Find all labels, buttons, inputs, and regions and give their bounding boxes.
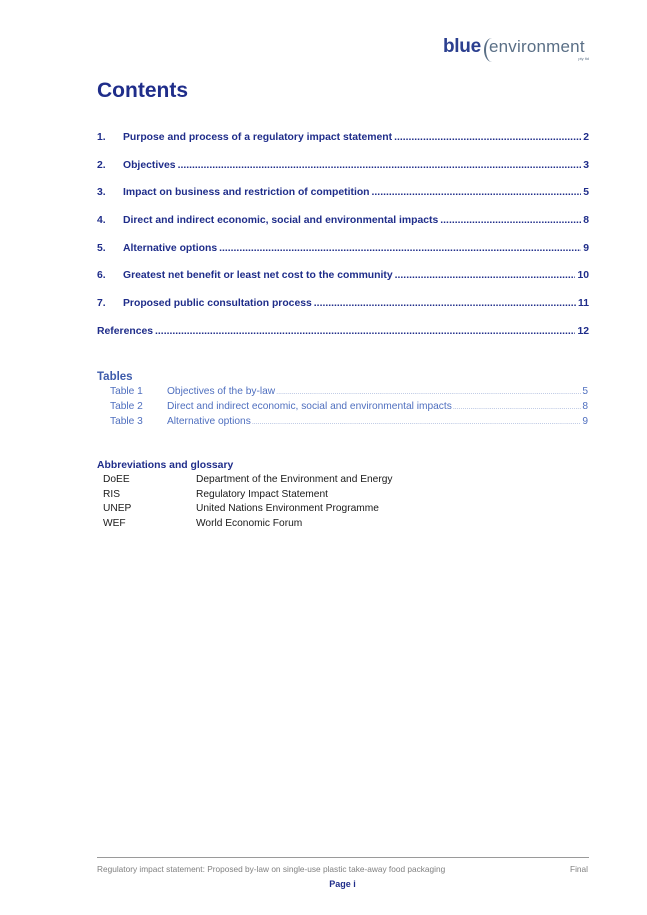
logo-word-environment: environment <box>489 37 585 56</box>
table-entry-page[interactable]: 9 <box>582 415 588 427</box>
table-entry-2[interactable] <box>110 401 588 416</box>
toc-entry-title[interactable]: Proposed public consultation process <box>123 298 312 310</box>
footer-page-number: Page i <box>329 879 356 889</box>
toc-entry-number: 3. <box>97 187 106 199</box>
toc-entry-number: 5. <box>97 242 106 254</box>
abbreviation-row <box>103 503 443 518</box>
table-leader-dots <box>252 419 582 426</box>
toc-entry-page[interactable]: 5 <box>583 187 589 199</box>
toc-leader-dots <box>395 270 576 281</box>
abbreviation-term: UNEP <box>103 503 132 514</box>
toc-entry-page[interactable]: 11 <box>578 298 589 310</box>
table-entry-title[interactable]: Objectives of the by-law <box>167 386 276 397</box>
footer-document-title: Regulatory impact statement: Proposed by-law on single-use plastic take-away food packaging <box>97 864 446 874</box>
toc-entry-number: 2. <box>97 159 106 171</box>
toc-entry-5[interactable] <box>97 243 589 271</box>
table-entry-label: Table 2 <box>110 400 143 412</box>
toc-entry-title[interactable]: References <box>97 325 154 337</box>
toc-entry-page[interactable]: 10 <box>577 270 589 282</box>
toc-entry-page[interactable]: 8 <box>583 215 589 227</box>
table-entry-title[interactable]: Direct and indirect economic, social and environmental impacts <box>167 400 452 412</box>
logo-word-blue: blue <box>443 36 481 57</box>
list-of-tables <box>110 386 588 430</box>
toc-leader-dots <box>314 298 576 309</box>
table-entry-page[interactable]: 5 <box>582 386 588 397</box>
abbreviation-definition: United Nations Environment Programme <box>196 503 379 514</box>
abbreviation-row <box>103 474 443 489</box>
table-leader-dots <box>453 404 582 411</box>
toc-entry-page[interactable]: 3 <box>583 159 589 171</box>
page-title: Contents <box>97 79 188 102</box>
abbreviations-list <box>103 474 443 532</box>
toc-entry-title[interactable]: Alternative options <box>123 242 218 254</box>
table-of-contents <box>97 132 589 354</box>
abbreviation-definition: Regulatory Impact Statement <box>196 488 328 500</box>
footer-status: Final <box>570 864 588 874</box>
company-logo <box>443 36 593 66</box>
toc-leader-dots <box>440 215 581 226</box>
table-entry-1[interactable] <box>110 386 588 401</box>
toc-entry-title[interactable]: Purpose and process of a regulatory impact statement <box>123 132 393 143</box>
table-leader-dots <box>276 389 581 396</box>
toc-leader-dots <box>219 243 581 254</box>
tables-heading: Tables <box>97 371 133 383</box>
toc-entry-3[interactable] <box>97 187 589 215</box>
table-entry-page[interactable]: 8 <box>582 400 588 412</box>
toc-leader-dots <box>178 160 582 171</box>
toc-entry-title[interactable]: Objectives <box>123 159 176 171</box>
logo-suffix: pty ltd <box>578 56 589 61</box>
abbreviation-term: RIS <box>103 488 120 500</box>
toc-entry-6[interactable] <box>97 270 589 298</box>
toc-entry-number: 6. <box>97 270 106 282</box>
table-entry-title[interactable]: Alternative options <box>167 415 251 427</box>
toc-entry-number: 7. <box>97 298 106 310</box>
abbreviations-heading: Abbreviations and glossary <box>97 460 234 471</box>
toc-entry-4[interactable] <box>97 215 589 243</box>
abbreviation-term: WEF <box>103 517 126 529</box>
toc-entry-title[interactable]: Impact on business and restriction of competition <box>123 187 370 199</box>
footer-divider <box>97 857 589 858</box>
abbreviation-row <box>103 489 443 504</box>
toc-entry-page[interactable]: 9 <box>583 242 589 254</box>
abbreviation-term: DoEE <box>103 474 130 485</box>
toc-entry-references[interactable] <box>97 326 589 354</box>
toc-entry-page[interactable]: 2 <box>583 132 589 143</box>
toc-entry-number: 4. <box>97 215 106 227</box>
toc-entry-number: 1. <box>97 132 106 143</box>
abbreviation-definition: Department of the Environment and Energy <box>196 474 393 485</box>
table-entry-3[interactable] <box>110 416 588 431</box>
toc-leader-dots <box>372 187 582 198</box>
toc-leader-dots <box>394 132 581 143</box>
abbreviation-row <box>103 518 443 533</box>
toc-leader-dots <box>155 326 575 337</box>
toc-entry-title[interactable]: Direct and indirect economic, social and environmental impacts <box>123 215 439 227</box>
toc-entry-title[interactable]: Greatest net benefit or least net cost to the community <box>123 270 393 282</box>
toc-entry-7[interactable] <box>97 298 589 326</box>
toc-entry-1[interactable] <box>97 132 589 160</box>
abbreviation-definition: World Economic Forum <box>196 517 303 529</box>
table-entry-label: Table 1 <box>110 386 143 397</box>
toc-entry-2[interactable] <box>97 160 589 188</box>
toc-entry-page[interactable]: 12 <box>577 325 589 337</box>
table-entry-label: Table 3 <box>110 415 143 427</box>
